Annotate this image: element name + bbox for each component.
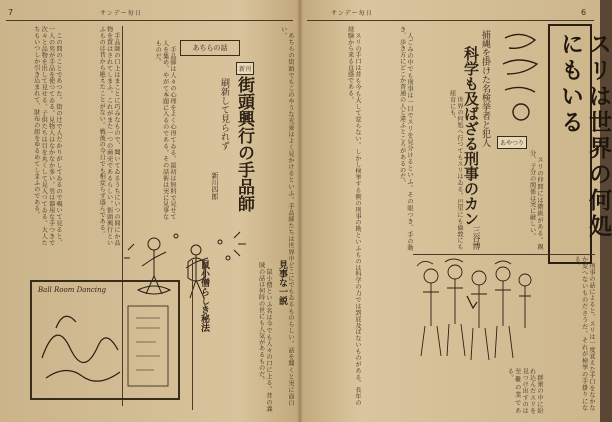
article-subtitle: 刷新して見られず <box>219 78 229 150</box>
folio-left: 7 <box>8 8 14 17</box>
dance-script-ornament <box>36 298 176 394</box>
article-title-right: 科学も及ばざる刑事のカン <box>462 46 480 226</box>
body-text-right-4: スリの仲間には階級がある。親分、子分の関係は実に厳しい。 <box>528 150 543 250</box>
body-text-left-3: 手品師は人々の心理をよく心得てゐる。最初は無料で見せて人を集め、やがて本題に入るのである。その話術は実に見事なものだ。 <box>154 40 176 220</box>
ayatsuri-illustration <box>499 30 543 130</box>
crowd-illustration <box>411 256 541 366</box>
body-text-left-4: あちらの街頭でもこのやうな光景はよく見かけるといふ。手品師たちは世界中どこにでもゐるものらしい。話を聞くと実に面白い。 <box>279 26 294 406</box>
big-title: スリは世界の何処にもいる <box>557 32 611 240</box>
illus-caption: あやつり <box>497 136 527 149</box>
col3-title: 見事な一説 <box>277 260 287 305</box>
article-title: 街頭興行の手品師 <box>234 76 254 212</box>
folio-right: 6 <box>581 8 587 17</box>
running-head-left: サンデー毎日 <box>100 10 142 17</box>
article-subtitle-right: 捕縄を掛けた名検挙者と犯人 <box>480 30 490 147</box>
body-text-right-1: スリの手口は昔も今も大して変らない。しかし検挙する側の刑事の勘といふものは科学の力では到底及ばないものがある。長年の経験から来る直感である。 <box>346 26 361 406</box>
left-page <box>0 0 299 422</box>
running-head-right: サンデー毎日 <box>331 10 373 17</box>
right-page <box>301 0 611 422</box>
article-author: 新川四郎 <box>211 172 219 200</box>
article-author-right: 三谷博 <box>472 226 481 250</box>
mini-heading-box <box>180 40 240 56</box>
body-text-left-2: 手品師の口上はまことに巧みなもので、聞いてゐるうちにいつの間にか品物を買はされてしまふ。これがまた一つの商売であるらしい。街頭興行といふものは昔から絶えたことがない。戦後の今日でも相変らず盛んである。 <box>98 26 120 246</box>
dance-ad-box <box>30 280 180 400</box>
mid-rule-right <box>413 254 595 255</box>
big-title-box <box>548 24 611 264</box>
dance-ad-label: Ball Room Dancing <box>38 286 107 294</box>
top-rule-right <box>307 20 594 21</box>
body-text-left-5: 鼠小僧といふ名は今でも人々の口に上る。昔の義賊の話は何時の世にも人気があるものだ。 <box>257 262 272 412</box>
col2-title: 鼠小僧らしき秘法 <box>199 260 209 332</box>
column-divider-left-2 <box>192 260 193 410</box>
body-text-right-6: 群衆の中に紛れ込んだスリを見つけ出すのは至難の業である。 <box>506 368 543 414</box>
body-text-right-2: 人ごみの中でも刑事は一目でスリを見分けるといふ。その眼つき、手の動き、歩き方にどこか普通の人と違ふところがあるのだ。 <box>398 26 413 251</box>
body-text-right-5: 刑事の話によると、スリは一度覚えた手口をなかなか変へないものださうだ。それが検挙の手掛りになる。 <box>573 256 595 411</box>
section-tag: 新刊 <box>236 62 254 75</box>
body-text-left-1: この間のことであつた。街の辻で人だかりがしてゐるので覗いて見ると、一人の男が手品を使つてゐる。見物人はなかなか多い。男は器用な手つきで次々と品物を出して見せる。子供たちは目を丸くして見入つてゐる。大人たちもいつしか引き込まれて、財布の紐をゆるめてしまふのである。 <box>32 26 62 246</box>
mini-heading: あちらの話 <box>192 44 228 52</box>
body-text-right-3: 世界の何処へ行つてもスリはゐる。巴里にも倫敦にも紐育にも。 <box>448 90 463 250</box>
top-rule-left <box>6 20 293 21</box>
